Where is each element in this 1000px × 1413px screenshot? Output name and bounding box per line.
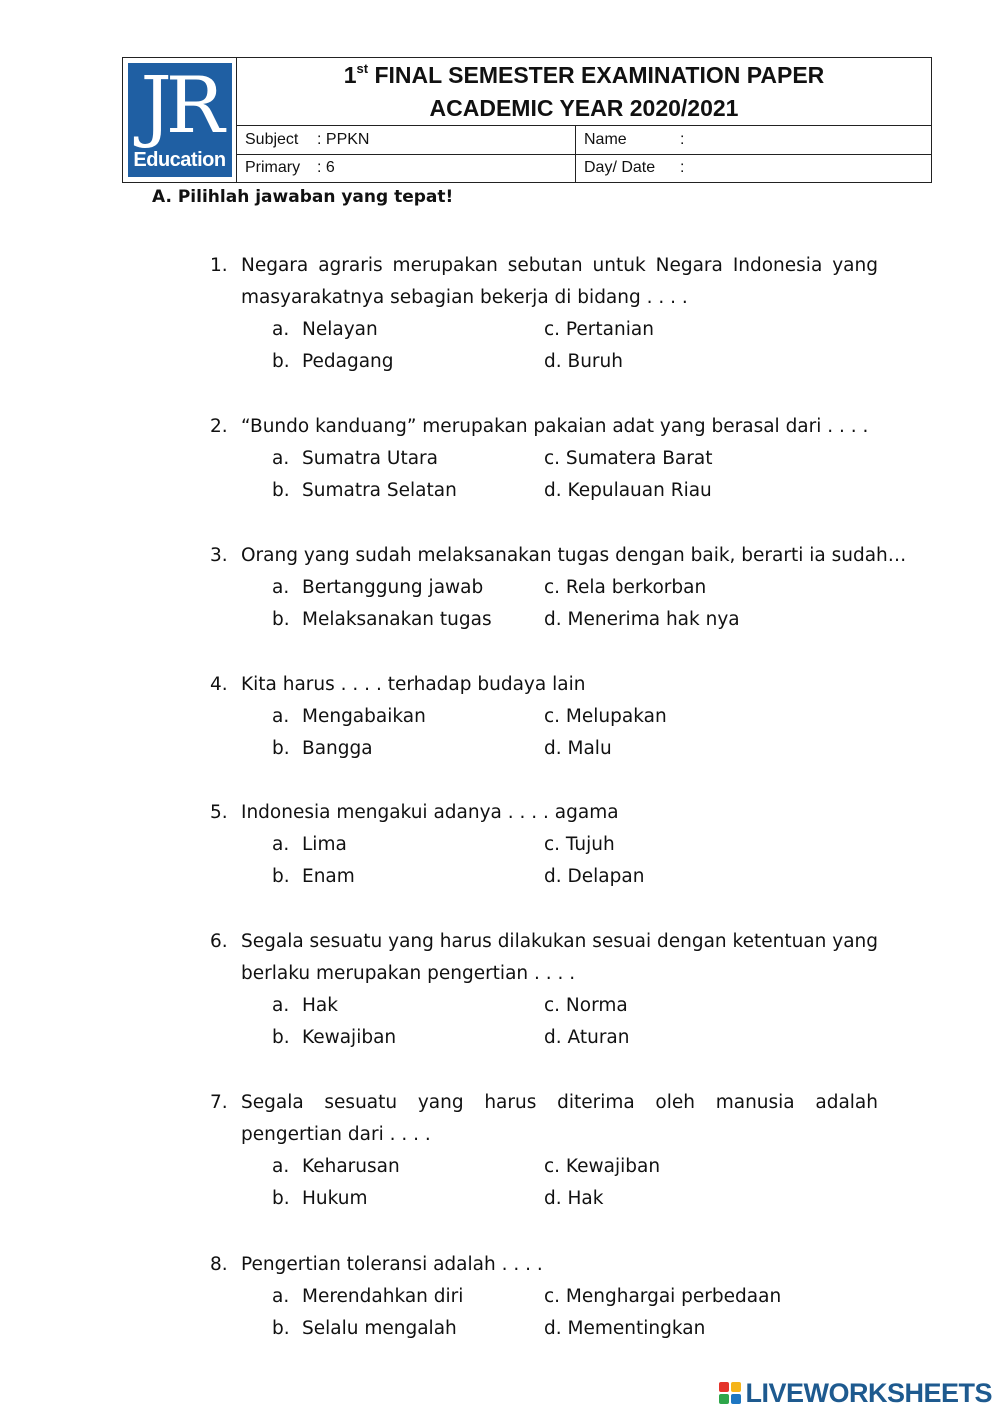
option-letter: a. — [272, 1286, 290, 1307]
watermark-text: LIVEWORKSHEETS — [745, 1377, 992, 1408]
day-date-cell[interactable] — [576, 155, 931, 183]
question-number: 8. — [210, 1254, 228, 1275]
question-number: 4. — [210, 674, 228, 695]
option-label: Melaksanakan tugas — [302, 609, 492, 630]
option-label: Nelayan — [302, 319, 378, 340]
question-number: 2. — [210, 416, 228, 437]
option-label: Pedagang — [302, 351, 394, 372]
name-label: Name — [584, 130, 627, 148]
option-label: d. Buruh — [544, 351, 623, 372]
jr-education-logo — [128, 63, 232, 177]
title-line-1-rest: FINAL SEMESTER EXAMINATION PAPER — [368, 61, 825, 88]
question-number: 3. — [210, 545, 228, 566]
question-text: “Bundo kanduang” merupakan pakaian adat yang berasal dari . . . . — [241, 416, 869, 437]
name-cell[interactable] — [576, 126, 931, 154]
option-label: Mengabaikan — [302, 706, 426, 727]
question-text: Indonesia mengakui adanya . . . . agama — [241, 802, 619, 823]
option-label: d. Aturan — [544, 1027, 630, 1048]
option-label: Sumatra Utara — [302, 448, 438, 469]
day-date-value: : — [680, 159, 685, 177]
question-text: Pengertian toleransi adalah . . . . — [241, 1254, 543, 1275]
question-text: Segala sesuatu yang harus dilakukan sesuai dengan ketentuan yang berlaku merupakan pengertian . . . . — [241, 931, 878, 984]
section-title: A. Pilihlah jawaban yang tepat! — [152, 187, 454, 207]
option-label: c. Sumatera Barat — [544, 448, 713, 469]
option-letter: b. — [272, 866, 290, 887]
question-text: Negara agraris merupakan sebutan untuk Negara Indonesia yang masyarakatnya sebagian bekerja di bidang . . . . — [241, 255, 878, 308]
option-label: c. Kewajiban — [544, 1156, 661, 1177]
question-text: Kita harus . . . . terhadap budaya lain — [241, 674, 586, 695]
option-label: Kewajiban — [302, 1027, 397, 1048]
option-label: d. Malu — [544, 738, 612, 759]
primary-label: Primary — [245, 159, 301, 177]
title-num: 1 — [343, 61, 357, 88]
option-letter: a. — [272, 577, 290, 598]
primary-cell — [237, 155, 576, 183]
option-letter: b. — [272, 1188, 290, 1209]
option-label: d. Mementingkan — [544, 1318, 706, 1339]
question-number: 5. — [210, 802, 228, 823]
question-text: Orang yang sudah melaksanakan tugas dengan baik, berarti ia sudah… — [241, 545, 907, 566]
option-letter: b. — [272, 480, 290, 501]
title-line-2: ACADEMIC YEAR 2020/2021 — [429, 94, 739, 121]
subject-label: Subject — [245, 130, 299, 148]
option-label: c. Pertanian — [544, 319, 654, 340]
liveworksheets-logo-icon — [719, 1382, 741, 1404]
option-label: c. Menghargai perbedaan — [544, 1286, 782, 1307]
logo-initials: JR — [140, 61, 219, 151]
header-row-2 — [237, 154, 931, 183]
option-label: Bangga — [302, 738, 373, 759]
primary-value: : 6 — [317, 159, 335, 177]
option-label: d. Kepulauan Riau — [544, 480, 712, 501]
option-letter: a. — [272, 319, 290, 340]
option-label: c. Norma — [544, 995, 628, 1016]
option-label: Hak — [302, 995, 338, 1016]
option-letter: b. — [272, 1318, 290, 1339]
title-sup: st — [356, 60, 369, 76]
question-number: 6. — [210, 931, 228, 952]
option-letter: b. — [272, 1027, 290, 1048]
option-label: Lima — [302, 834, 347, 855]
option-label: c. Melupakan — [544, 706, 667, 727]
option-label: Merendahkan diri — [302, 1286, 464, 1307]
option-label: d. Delapan — [544, 866, 645, 887]
option-letter: a. — [272, 1156, 290, 1177]
name-value: : — [680, 130, 685, 148]
header-row-1 — [237, 126, 931, 154]
option-letter: a. — [272, 706, 290, 727]
subject-cell — [237, 126, 576, 154]
exam-header — [122, 57, 932, 183]
subject-value: : PPKN — [317, 130, 370, 148]
option-label: d. Hak — [544, 1188, 604, 1209]
option-label: Enam — [302, 866, 355, 887]
question-number: 1. — [210, 255, 228, 276]
logo-word: Education — [133, 149, 226, 171]
header-info — [237, 58, 931, 182]
question-number: 7. — [210, 1092, 228, 1113]
question-text: Segala sesuatu yang harus diterima oleh manusia adalah pengertian dari . . . . — [241, 1092, 878, 1145]
option-label: Keharusan — [302, 1156, 400, 1177]
option-label: c. Rela berkorban — [544, 577, 707, 598]
option-letter: b. — [272, 609, 290, 630]
option-letter: a. — [272, 834, 290, 855]
liveworksheets-watermark — [719, 1379, 992, 1407]
option-label: Bertanggung jawab — [302, 577, 484, 598]
option-label: Hukum — [302, 1188, 368, 1209]
option-label: d. Menerima hak nya — [544, 609, 740, 630]
option-label: c. Tujuh — [544, 834, 615, 855]
option-letter: b. — [272, 351, 290, 372]
option-letter: a. — [272, 995, 290, 1016]
title-line-1 — [344, 59, 825, 92]
option-letter: b. — [272, 738, 290, 759]
option-label: Selalu mengalah — [302, 1318, 457, 1339]
exam-title — [237, 58, 931, 126]
day-date-label: Day/ Date — [584, 159, 656, 177]
option-label: Sumatra Selatan — [302, 480, 457, 501]
option-letter: a. — [272, 448, 290, 469]
logo-cell — [123, 58, 237, 182]
